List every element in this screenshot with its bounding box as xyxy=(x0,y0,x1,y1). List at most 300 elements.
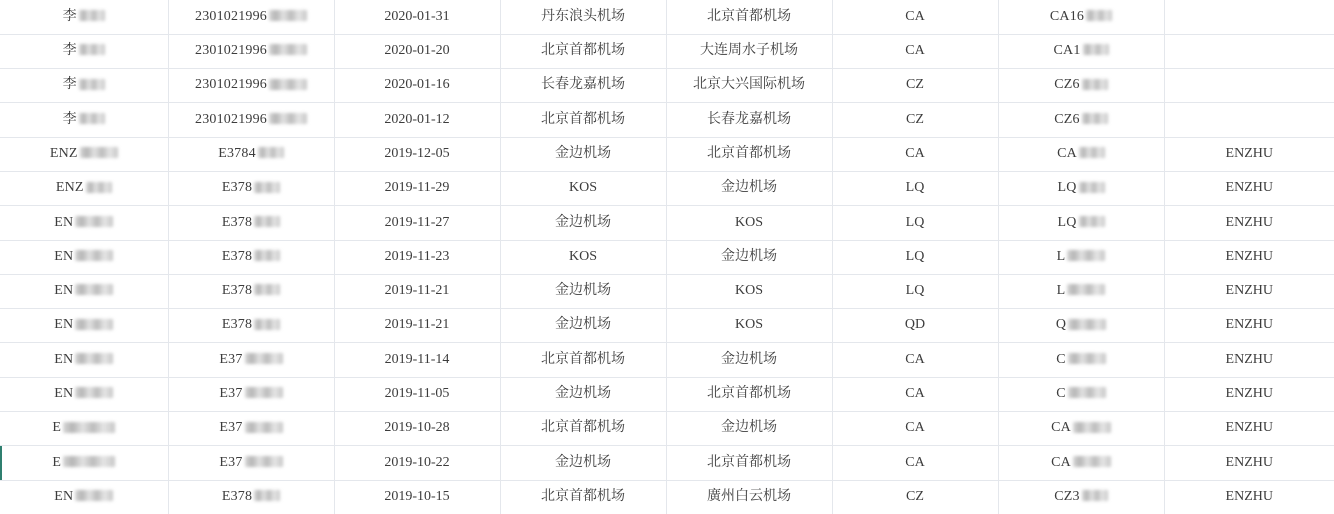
cell-airline-value: CZ xyxy=(906,111,924,127)
cell-extra-value: ENZHU xyxy=(1225,386,1273,402)
table-row[interactable] xyxy=(0,69,1334,103)
cell-arrival-value: 北京大兴国际机场 xyxy=(693,77,805,93)
cell-id xyxy=(168,240,334,274)
cell-id xyxy=(168,480,334,514)
cell-name-text: EN xyxy=(54,214,74,230)
cell-name-text: 李 xyxy=(62,77,77,93)
redacted-text xyxy=(63,456,115,467)
redacted-text xyxy=(1068,319,1106,330)
cell-date xyxy=(334,412,500,446)
redacted-text xyxy=(1067,250,1105,261)
redacted-text xyxy=(1068,387,1106,398)
cell-id-text: 2301021996 xyxy=(195,77,267,93)
table-row[interactable] xyxy=(0,0,1334,34)
cell-departure xyxy=(500,34,666,68)
cell-airline xyxy=(832,206,998,240)
cell-extra xyxy=(1164,480,1334,514)
table-row[interactable] xyxy=(0,171,1334,205)
cell-id-value xyxy=(222,249,280,266)
cell-departure-value: 北京首都机场 xyxy=(541,420,625,436)
cell-id xyxy=(168,412,334,446)
cell-airline-value: CA xyxy=(905,145,925,161)
cell-id-value xyxy=(195,77,307,94)
cell-departure-value: 北京首都机场 xyxy=(541,43,625,59)
cell-flight-value xyxy=(1057,146,1105,163)
cell-date-value: 2019-11-23 xyxy=(384,248,450,264)
cell-date-value: 2019-11-27 xyxy=(384,214,450,230)
redacted-text xyxy=(63,422,115,433)
cell-name xyxy=(0,412,168,446)
cell-flight xyxy=(998,446,1164,480)
cell-id-value xyxy=(219,455,282,472)
cell-extra-value: ENZHU xyxy=(1225,180,1273,196)
cell-id-value xyxy=(222,215,280,232)
cell-id-text: E37 xyxy=(219,454,243,470)
cell-flight-text: L xyxy=(1056,283,1066,299)
cell-id xyxy=(168,103,334,137)
cell-name-text: EN xyxy=(54,248,74,264)
cell-id-text: E37 xyxy=(219,420,243,436)
cell-flight-value xyxy=(1057,249,1106,266)
cell-id-text: 2301021996 xyxy=(195,43,267,59)
redacted-text xyxy=(79,44,105,55)
cell-name xyxy=(0,274,168,308)
cell-id-value xyxy=(218,146,284,163)
cell-name xyxy=(0,171,168,205)
redacted-text xyxy=(269,113,307,124)
cell-name-value xyxy=(54,249,113,266)
cell-name xyxy=(0,103,168,137)
cell-airline-value: LQ xyxy=(905,283,925,299)
cell-id xyxy=(168,0,334,34)
cell-airline-value: LQ xyxy=(905,180,925,196)
cell-id-value xyxy=(222,317,280,334)
redacted-text xyxy=(254,182,280,193)
cell-date-value: 2020-01-12 xyxy=(384,111,450,127)
cell-id-text: E37 xyxy=(219,386,243,402)
redacted-text xyxy=(269,10,307,21)
cell-departure xyxy=(500,0,666,34)
cell-name-value xyxy=(56,180,112,197)
cell-departure xyxy=(500,240,666,274)
cell-name xyxy=(0,309,168,343)
cell-airline xyxy=(832,171,998,205)
cell-extra-value: ENZHU xyxy=(1225,488,1273,504)
cell-id-value xyxy=(195,9,307,26)
cell-id-text: E378 xyxy=(221,488,253,504)
cell-date xyxy=(334,103,500,137)
cell-extra xyxy=(1164,0,1334,34)
cell-date-value: 2020-01-31 xyxy=(384,8,450,24)
cell-date-value: 2019-10-15 xyxy=(384,488,450,504)
cell-departure-value: 金边机场 xyxy=(555,317,611,333)
cell-flight-value xyxy=(1057,283,1106,300)
redacted-text xyxy=(75,250,113,261)
cell-airline xyxy=(832,446,998,480)
cell-flight xyxy=(998,480,1164,514)
cell-airline xyxy=(832,69,998,103)
redacted-text xyxy=(1086,10,1112,21)
cell-departure xyxy=(500,171,666,205)
cell-flight-value xyxy=(1051,455,1111,472)
cell-extra-value: ENZHU xyxy=(1225,351,1273,367)
cell-arrival xyxy=(666,137,832,171)
cell-flight-value xyxy=(1054,489,1108,506)
redacted-text xyxy=(75,284,113,295)
cell-arrival-value: 北京首都机场 xyxy=(707,454,791,470)
cell-flight xyxy=(998,69,1164,103)
row-selection-marker xyxy=(0,446,2,480)
cell-airline-value: CA xyxy=(905,420,925,436)
cell-departure xyxy=(500,446,666,480)
cell-airline-value: CA xyxy=(905,386,925,402)
cell-arrival xyxy=(666,0,832,34)
cell-name xyxy=(0,69,168,103)
cell-id xyxy=(168,206,334,240)
cell-date-value: 2020-01-16 xyxy=(384,77,450,93)
cell-extra-value: ENZHU xyxy=(1225,283,1273,299)
cell-flight-text: CA xyxy=(1051,454,1071,470)
redacted-text xyxy=(254,319,280,330)
cell-flight-value xyxy=(1056,317,1106,334)
redacted-text xyxy=(79,79,105,90)
cell-departure-value: 金边机场 xyxy=(555,145,611,161)
redacted-text xyxy=(1079,182,1105,193)
cell-arrival-value: 金边机场 xyxy=(721,351,777,367)
cell-name xyxy=(0,446,168,480)
cell-airline xyxy=(832,343,998,377)
cell-arrival-value: 北京首都机场 xyxy=(707,8,791,24)
cell-name xyxy=(0,377,168,411)
redacted-text xyxy=(254,284,280,295)
cell-departure-value: 北京首都机场 xyxy=(541,111,625,127)
cell-extra xyxy=(1164,206,1334,240)
cell-arrival-value: 长春龙嘉机场 xyxy=(707,111,791,127)
table-row[interactable] xyxy=(0,274,1334,308)
cell-date xyxy=(334,309,500,343)
redacted-text xyxy=(1073,422,1111,433)
cell-date-value: 2019-10-22 xyxy=(384,454,450,470)
cell-flight-value xyxy=(1054,112,1108,129)
cell-name-value xyxy=(54,215,113,232)
redacted-text xyxy=(269,79,307,90)
cell-date-value: 2019-11-21 xyxy=(384,317,450,333)
redacted-text xyxy=(1079,216,1105,227)
cell-flight-value xyxy=(1053,43,1108,60)
redacted-text xyxy=(1073,456,1111,467)
cell-date xyxy=(334,0,500,34)
cell-flight xyxy=(998,412,1164,446)
cell-arrival-value: 金边机场 xyxy=(721,180,777,196)
cell-airline-value: CA xyxy=(905,454,925,470)
redacted-text xyxy=(245,422,283,433)
cell-flight xyxy=(998,240,1164,274)
cell-flight-text: CA xyxy=(1051,420,1071,436)
cell-departure xyxy=(500,343,666,377)
cell-name-text: EN xyxy=(54,283,74,299)
cell-extra xyxy=(1164,69,1334,103)
cell-date xyxy=(334,240,500,274)
cell-flight-value xyxy=(1056,386,1106,403)
cell-airline xyxy=(832,0,998,34)
cell-date-value: 2020-01-20 xyxy=(384,43,450,59)
cell-name-text: E xyxy=(52,420,62,436)
cell-extra xyxy=(1164,412,1334,446)
cell-id-text: E378 xyxy=(221,214,253,230)
cell-airline xyxy=(832,34,998,68)
cell-date xyxy=(334,446,500,480)
cell-airline xyxy=(832,309,998,343)
redacted-text xyxy=(1079,147,1105,158)
cell-name-value xyxy=(54,283,113,300)
cell-arrival xyxy=(666,343,832,377)
redacted-text xyxy=(254,490,280,501)
cell-arrival xyxy=(666,103,832,137)
table-row[interactable] xyxy=(0,34,1334,68)
cell-id-text: E3784 xyxy=(218,145,256,161)
table-row[interactable] xyxy=(0,446,1334,480)
cell-name-value xyxy=(52,455,115,472)
cell-name-value xyxy=(50,146,118,163)
cell-extra-value: ENZHU xyxy=(1225,420,1273,436)
cell-extra-value: ENZHU xyxy=(1225,214,1273,230)
table-row[interactable] xyxy=(0,412,1334,446)
cell-extra-value: ENZHU xyxy=(1225,454,1273,470)
cell-arrival-value: 廣州白云机场 xyxy=(707,488,791,504)
cell-extra-value: ENZHU xyxy=(1225,317,1273,333)
cell-name-text: 李 xyxy=(62,43,77,59)
cell-arrival xyxy=(666,377,832,411)
cell-extra xyxy=(1164,446,1334,480)
cell-airline xyxy=(832,274,998,308)
cell-departure-value: 北京首都机场 xyxy=(541,488,625,504)
cell-id-text: E378 xyxy=(221,248,253,264)
redacted-text xyxy=(1082,79,1108,90)
cell-flight xyxy=(998,274,1164,308)
cell-departure-value: 丹东浪头机场 xyxy=(541,8,625,24)
cell-id-value xyxy=(222,180,280,197)
cell-airline xyxy=(832,103,998,137)
cell-date xyxy=(334,274,500,308)
cell-date-value: 2019-12-05 xyxy=(384,145,450,161)
cell-id xyxy=(168,274,334,308)
cell-flight-text: C xyxy=(1056,351,1066,367)
cell-airline xyxy=(832,377,998,411)
redacted-text xyxy=(1083,44,1109,55)
cell-departure xyxy=(500,274,666,308)
cell-date-value: 2019-10-28 xyxy=(384,420,450,436)
cell-name xyxy=(0,206,168,240)
cell-arrival xyxy=(666,412,832,446)
redacted-text xyxy=(245,456,283,467)
cell-arrival-value: 大连周水子机场 xyxy=(700,43,798,59)
cell-name-text: 李 xyxy=(62,8,77,24)
cell-name-value xyxy=(63,9,105,26)
cell-flight-text: Q xyxy=(1055,317,1067,333)
cell-name xyxy=(0,137,168,171)
cell-id xyxy=(168,377,334,411)
cell-name-value xyxy=(54,386,113,403)
cell-departure xyxy=(500,377,666,411)
redacted-text xyxy=(75,490,113,501)
cell-extra xyxy=(1164,34,1334,68)
cell-extra xyxy=(1164,103,1334,137)
cell-departure xyxy=(500,309,666,343)
cell-departure-value: KOS xyxy=(568,180,597,196)
cell-id-value xyxy=(222,283,280,300)
redacted-text xyxy=(1068,353,1106,364)
table-row[interactable] xyxy=(0,137,1334,171)
cell-arrival-value: 北京首都机场 xyxy=(707,386,791,402)
cell-flight-text: CA16 xyxy=(1049,8,1085,24)
cell-airline xyxy=(832,240,998,274)
redacted-text xyxy=(75,319,113,330)
cell-flight-text: CZ3 xyxy=(1054,488,1080,504)
cell-departure-value: 北京首都机场 xyxy=(541,351,625,367)
cell-name xyxy=(0,343,168,377)
cell-departure xyxy=(500,137,666,171)
cell-id-text: E378 xyxy=(221,317,253,333)
redacted-text xyxy=(254,250,280,261)
table-row[interactable] xyxy=(0,480,1334,514)
cell-name-value xyxy=(54,317,113,334)
cell-name-text: 李 xyxy=(62,111,77,127)
cell-name-value xyxy=(54,489,113,506)
cell-extra-value: ENZHU xyxy=(1225,248,1273,264)
cell-name xyxy=(0,480,168,514)
cell-arrival xyxy=(666,69,832,103)
cell-arrival-value: KOS xyxy=(734,283,763,299)
cell-airline-value: QD xyxy=(904,317,926,333)
cell-name-text: E xyxy=(52,454,62,470)
cell-id-value xyxy=(222,489,280,506)
cell-name xyxy=(0,240,168,274)
cell-id-text: E378 xyxy=(221,283,253,299)
cell-airline-value: CA xyxy=(905,8,925,24)
cell-name-value xyxy=(63,43,105,60)
cell-departure xyxy=(500,412,666,446)
redacted-text xyxy=(86,182,112,193)
cell-id xyxy=(168,309,334,343)
cell-arrival-value: KOS xyxy=(734,317,763,333)
cell-arrival-value: KOS xyxy=(734,214,763,230)
cell-arrival xyxy=(666,480,832,514)
cell-flight xyxy=(998,103,1164,137)
redacted-text xyxy=(258,147,284,158)
cell-date xyxy=(334,480,500,514)
cell-id xyxy=(168,137,334,171)
cell-extra xyxy=(1164,137,1334,171)
redacted-text xyxy=(75,387,113,398)
cell-name-value xyxy=(63,77,105,94)
cell-flight-value xyxy=(1056,352,1106,369)
cell-id xyxy=(168,34,334,68)
cell-extra xyxy=(1164,377,1334,411)
redacted-text xyxy=(1082,113,1108,124)
table-row[interactable] xyxy=(0,206,1334,240)
cell-name-text: EN xyxy=(54,351,74,367)
cell-airline-value: CZ xyxy=(906,488,924,504)
redacted-text xyxy=(79,113,105,124)
redacted-text xyxy=(245,353,283,364)
table-row[interactable] xyxy=(0,309,1334,343)
table-row[interactable] xyxy=(0,240,1334,274)
cell-departure-value: 金边机场 xyxy=(555,454,611,470)
cell-airline-value: CA xyxy=(905,43,925,59)
cell-id-text: 2301021996 xyxy=(195,111,267,127)
table-row[interactable] xyxy=(0,343,1334,377)
cell-id-value xyxy=(195,112,307,129)
cell-flight-text: L xyxy=(1056,248,1066,264)
cell-flight-value xyxy=(1050,9,1112,26)
cell-departure-value: KOS xyxy=(568,248,597,264)
cell-name xyxy=(0,34,168,68)
cell-id-value xyxy=(219,386,282,403)
cell-date xyxy=(334,377,500,411)
cell-extra xyxy=(1164,240,1334,274)
cell-date xyxy=(334,69,500,103)
redacted-text xyxy=(80,147,118,158)
cell-flight-value xyxy=(1051,420,1111,437)
cell-name-value xyxy=(63,112,105,129)
redacted-text xyxy=(269,44,307,55)
cell-departure xyxy=(500,103,666,137)
cell-airline xyxy=(832,137,998,171)
cell-airline-value: CZ xyxy=(906,77,924,93)
cell-departure-value: 金边机场 xyxy=(555,283,611,299)
cell-departure xyxy=(500,480,666,514)
cell-departure-value: 金边机场 xyxy=(555,214,611,230)
table-row[interactable] xyxy=(0,103,1334,137)
cell-flight xyxy=(998,343,1164,377)
cell-flight-value xyxy=(1057,180,1104,197)
cell-date-value: 2019-11-14 xyxy=(384,351,450,367)
cell-date-value: 2019-11-21 xyxy=(384,283,450,299)
cell-name-text: EN xyxy=(54,317,74,333)
cell-arrival-value: 金边机场 xyxy=(721,248,777,264)
cell-flight xyxy=(998,34,1164,68)
cell-date xyxy=(334,206,500,240)
cell-name-value xyxy=(54,352,113,369)
cell-name-text: ENZ xyxy=(55,180,84,196)
redacted-text xyxy=(254,216,280,227)
cell-date xyxy=(334,171,500,205)
cell-flight-text: CZ6 xyxy=(1054,111,1080,127)
cell-airline xyxy=(832,412,998,446)
cell-extra xyxy=(1164,309,1334,343)
cell-flight xyxy=(998,137,1164,171)
cell-name-text: EN xyxy=(54,386,74,402)
cell-date xyxy=(334,343,500,377)
cell-date-value: 2019-11-05 xyxy=(384,386,450,402)
cell-id-text: E378 xyxy=(221,180,253,196)
cell-extra xyxy=(1164,171,1334,205)
cell-name-text: ENZ xyxy=(49,145,78,161)
cell-id xyxy=(168,171,334,205)
cell-flight xyxy=(998,171,1164,205)
cell-arrival-value: 金边机场 xyxy=(721,420,777,436)
cell-date-value: 2019-11-29 xyxy=(384,180,450,196)
cell-id xyxy=(168,69,334,103)
cell-arrival xyxy=(666,240,832,274)
cell-flight xyxy=(998,206,1164,240)
cell-arrival xyxy=(666,34,832,68)
cell-departure-value: 金边机场 xyxy=(555,386,611,402)
table-row[interactable] xyxy=(0,377,1334,411)
cell-flight-text: CA1 xyxy=(1053,43,1081,59)
cell-flight-text: C xyxy=(1056,386,1066,402)
cell-departure-value: 长春龙嘉机场 xyxy=(541,77,625,93)
